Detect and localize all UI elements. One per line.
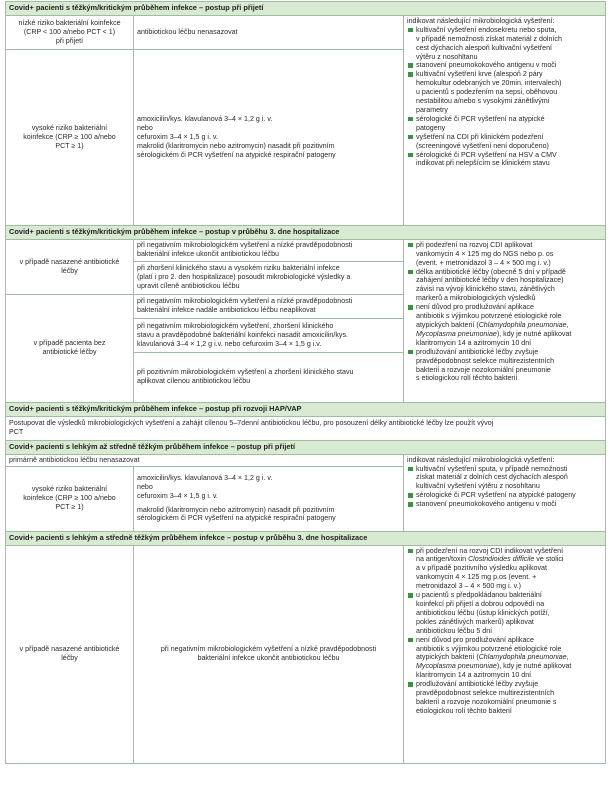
primary-no-antibiotic: primárně antibiotickou léčbu nenasazovat <box>6 454 404 466</box>
s2-notes-list <box>404 239 606 402</box>
s2-case-c: při negativním mikrobiologickém vyšetření a nízké pravděpodobnosti bakteriální infekce nadále antibiotickou léčbu neaplikovat <box>134 294 404 318</box>
low-risk-treatment: antibiotickou léčbu nenasazovat <box>134 15 404 49</box>
no-antibiotic-label: v případě pacienta bez antibiotické léčby <box>6 294 134 402</box>
section-3-title: Covid+ pacienti s těžkým/kritickým průběhem infekce – postup při rozvoji HAP/VAP <box>6 402 606 416</box>
s5-case: při negativním mikrobiologickém vyšetření a nízké pravděpodobnosti bakteriální infekce ukončit antibiotickou léčbu <box>134 545 404 763</box>
s5-antibiotic-given-label: v případě nasazené antibiotické léčby <box>6 545 134 763</box>
s4-micro-list: indikovat následující mikrobiologická vyšetření: kultivační vyšetření sputa, v případě nemožnosti získat materiál z dolních cest dýchacích alespoň kultivační vyšetření výtěru z nosohltanu sérologické či PCR vyšetření na atypické patogeny stanovení pneumokokového antigenu v moči <box>404 454 606 531</box>
s2-case-b: při zhoršení klinického stavu a vysokém riziku bakteriální infekce (platí i pro 2. den hospitalizace) posoudit mikrobiologické výsledky a upravit cíleně antibiotickou léčbu <box>134 261 404 294</box>
s2-case-e: při pozitivním mikrobiologickém vyšetření a zhoršení klinického stavu aplikovat cílenou antibiotickou léčbu <box>134 352 404 402</box>
section-4-title: Covid+ pacienti s lehkým až středně těžkým průběhem infekce – postup při přijetí <box>6 440 606 454</box>
hap-vap-text: Postupovat dle výsledků mikrobiologických vyšetření a zahájit cílenou 5–7denní antibiotickou léčbu, pro posouzení délky antibiotické léčby lze použít vývoj PCT <box>6 416 606 440</box>
s4-high-risk-treatment: amoxicilin/kys. klavulanová 3–4 × 1,2 g i. v. nebo cefuroxim 3–4 × 1,5 g i. v. makrolid (klaritromycin nebo azitromycin) nasadit při pozitivním sérologickém či PCR vyšetření na atypické respirační patogeny <box>134 466 404 531</box>
list-item: stanovení pneumokokového antigenu v moči <box>407 61 602 70</box>
s4-high-risk-label: vysoké riziko bakteriální koinfekce (CRP ≥ 100 a/nebo PCT ≥ 1) <box>6 466 134 531</box>
list-item: u pacientů s předpokládanou bakteriální koinfekcí při přijetí a dobrou odpovědí na antibiotickou léčbu (ústup klinických potíží, pokles zánětlivých markerů) aplikovat antibiotickou léčbu 5 dní <box>407 591 602 636</box>
high-risk-label: vysoké riziko bakteriální koinfekce (CRP ≥ 100 a/nebo PCT ≥ 1) <box>6 49 134 225</box>
list-item: při podezření na rozvoj CDI indikovat vyšetření na antigen/toxin Clostridioides difficile ve stolici a v případě pozitivního výsledku aplikovat vankomycin 4 × 125 mg p.os (event. + metronidazol 3 – 4 × 500 mg i. v.) <box>407 547 602 592</box>
list-item: při podezření na rozvoj CDI aplikovat vankomycin 4 × 125 mg do NGS nebo p. os (event. + metronidazol 3 – 4 × 500 mg i. v.) <box>407 241 602 268</box>
list-item: vyšetření na CDI při klinickém podezření (screeningové vyšetření není doporučeno) <box>407 133 602 151</box>
s1-micro-list: indikovat následující mikrobiologická vyšetření: kultivační vyšetření endosekretu nebo sputa, v případě nemožnosti získat materiál z dolních cest dýchacích alespoň kultivační vyšetření výtěru z nosohltanu stanovení pneumokokového antigenu v moči kultivační vyšetření krve (alespoň 2 páry hemokultur odebraných ve 20min. intervalech) u pacientů s podezřením na sepsi, oběhovou nestabilitou a/nebo s vysokými zánětlivými parametry sérologické či PCR vyšetření na atypické patogeny vyšetření na CDI při klinickém podezření (screeningové vyšetření není doporučeno) sérologické či PCR vyšetření na HSV a CMV indikovat při nelepšícím se klinickém stavu <box>404 15 606 225</box>
s2-case-d: při negativním mikrobiologickém vyšetření, zhoršení klinického stavu a pravděpodobné bakteriální koinfekci nasadit amoxicilin/kys. klavulanová 3–4 × 1,2 g i.v. nebo cefuroxim 3–4 × 1,5 g i.v. <box>134 318 404 352</box>
list-item: délka antibiotické léčby (obecně 5 dní v případě zahájení antibiotické léčby v den hospitalizace) závisí na vývoji klinického stavu, zánětlivých markerů a mikrobiologických výsledků <box>407 268 602 304</box>
list-item: kultivační vyšetření endosekretu nebo sputa, v případě nemožnosti získat materiál z dolních cest dýchacích alespoň kultivační vyšetření výtěru z nosohltanu <box>407 26 602 62</box>
list-item: není důvod pro prodlužování aplikace antibiotik s výjimkou potvrzené etiologické role atypických bakterií (Chlamydophila pneumoniae, Mycoplasma pneumoniae), kdy je nutné aplikovat klaritromycin 14 a azitromycin 10 dní <box>407 636 602 681</box>
list-item: prodlužování antibiotické léčby zvyšuje pravděpodobnost selekce multirezistentních bakterií a rozvoje nozokomiální pneumonie s etiologickou rolí těchto bakterií <box>407 348 602 384</box>
high-risk-treatment: amoxicilin/kys. klavulanová 3–4 × 1,2 g i. v. nebo cefuroxim 3–4 × 1,5 g i. v. makrolid (klaritromycin nebo azitromycin) nasadit při pozitivním sérologickém či PCR vyšetření na atypické respirační patogeny <box>134 49 404 225</box>
section-2-title: Covid+ pacienti s těžkým/kritickým průběhem infekce – postup v průběhu 3. dne hospitalizace <box>6 225 606 239</box>
s5-notes-list <box>404 545 606 763</box>
section-1-title: Covid+ pacienti s těžkým/kritickým průběhem infekce – postup při přijetí <box>6 2 606 16</box>
s2-case-a: při negativním mikrobiologickém vyšetření a nízké pravděpodobnosti bakteriální infekce ukončit antibiotickou léčbu <box>134 239 404 261</box>
list-item: sérologické či PCR vyšetření na HSV a CMV indikovat při nelepšícím se klinickém stavu <box>407 151 602 169</box>
guideline-document <box>5 0 605 764</box>
guideline-table <box>5 1 606 764</box>
list-item: sérologické či PCR vyšetření na atypické patogeny <box>407 115 602 133</box>
list-item: prodlužování antibiotické léčby zvyšuje pravděpodobnost selekce multirezistentních bakterií a rozvoje nozokomiální pneumonie s etiologickou rolí těchto bakterií <box>407 680 602 716</box>
low-risk-label: nízké riziko bakteriální koinfekce (CRP < 100 a/nebo PCT < 1) při přijetí <box>6 15 134 49</box>
list-item: kultivační vyšetření sputa, v případě nemožnosti získat materiál z dolních cest dýchacích alespoň kultivační vyšetření výtěru z nosohltanu <box>407 465 602 492</box>
list-item: sérologické či PCR vyšetření na atypické patogeny <box>407 491 602 500</box>
antibiotic-given-label: v případě nasazené antibiotické léčby <box>6 239 134 294</box>
section-5-title: Covid+ pacienti s lehkým a středně těžkým průběhem infekce – postup v průběhu 3. dne hospitalizace <box>6 531 606 545</box>
list-item: kultivační vyšetření krve (alespoň 2 páry hemokultur odebraných ve 20min. intervalech) u pacientů s podezřením na sepsi, oběhovou nestabilitou a/nebo s vysokými zánětlivými parametry <box>407 70 602 115</box>
list-item: není důvod pro prodlužování aplikace antibiotik s výjimkou potvrzené etiologické role atypických bakterií (Chlamydophila pneumoniae, Mycoplasma pneumoniae), kdy je nutné aplikovat klaritromycin 14 a azitromycin 10 dní <box>407 303 602 348</box>
list-item: stanovení pneumokokového antigenu v moči <box>407 500 602 509</box>
